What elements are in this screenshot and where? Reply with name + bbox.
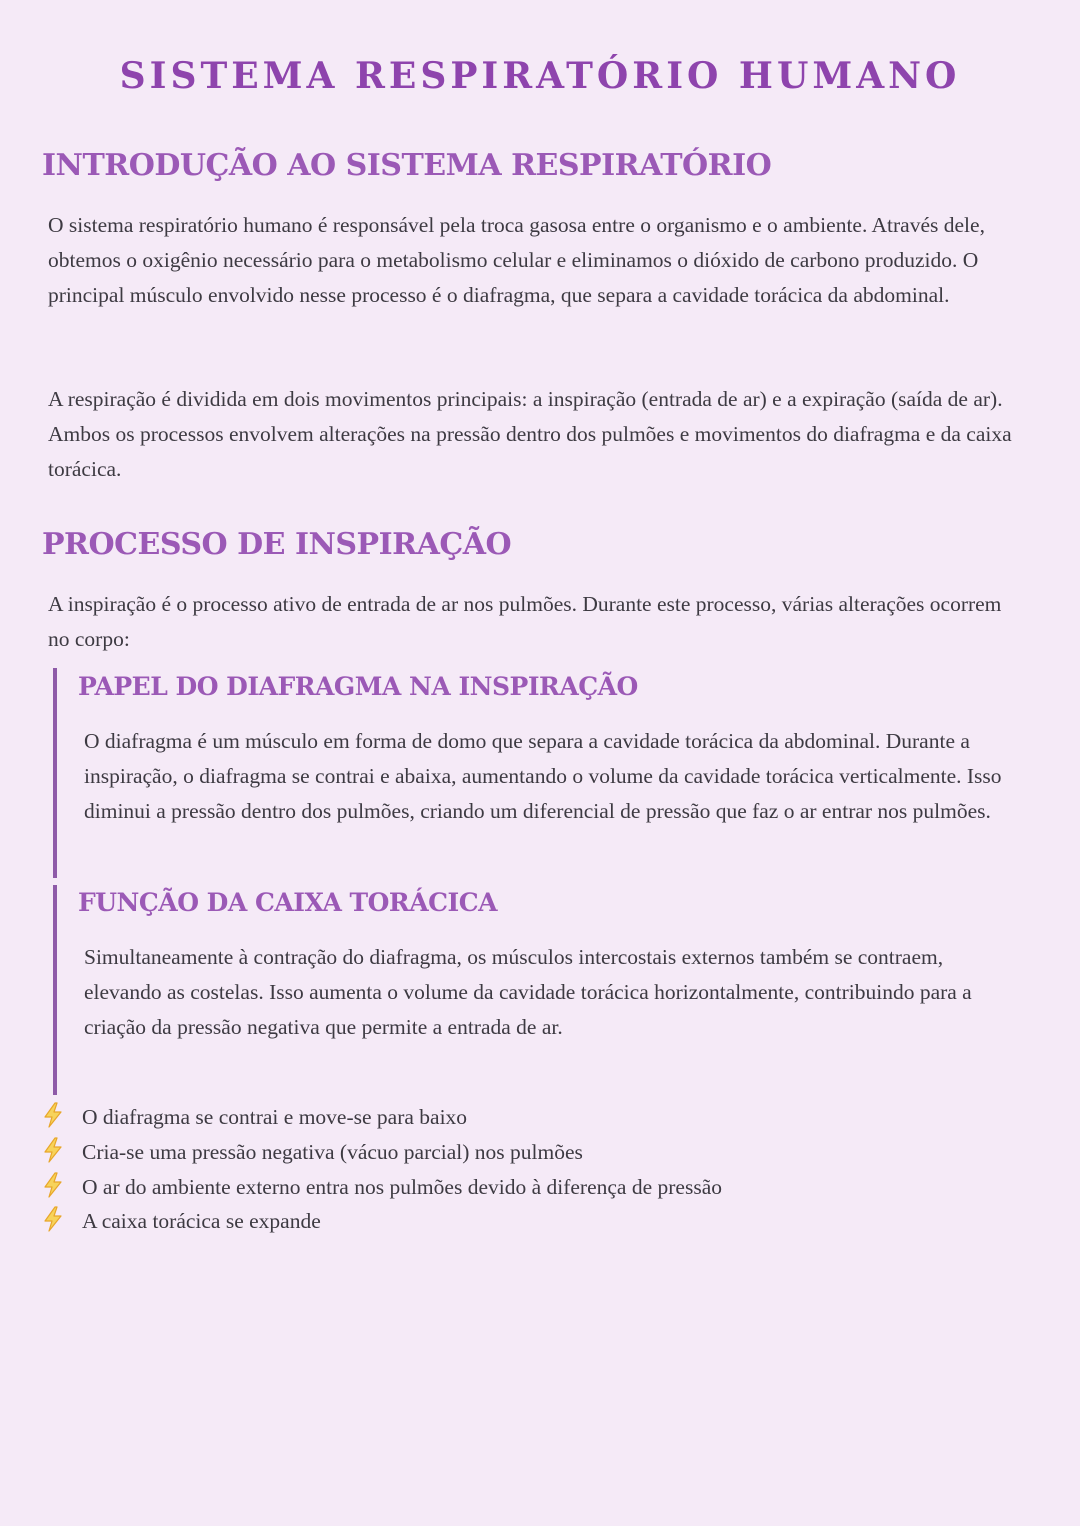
rib-cage-paragraph: Simultaneamente à contração do diafragma, os músculos intercostais externos também se contraem, elevando as costelas. Isso aumenta o volume da cavidade torácica horizontalmente, contribuindo para a criação da pressão negativa que permite a entrada de ar.: [84, 945, 972, 1039]
list-item: [40, 1170, 1040, 1205]
list-item-text: Cria-se uma pressão negativa (vácuo parcial) nos pulmões: [82, 1139, 583, 1164]
list-item-text: O diafragma se contrai e move-se para baixo: [82, 1105, 468, 1129]
diaphragm-paragraph: O diafragma é um músculo em forma de domo que separa a cavidade torácica da abdominal. Durante a inspiração, o diafragma se contrai e abaixa, aumentando o volume da cavidade torácica verticalmente. Isso diminui a pressão dentro dos pulmões, criando um diferencial de pressão que faz o ar entrar nos pulmões.: [84, 729, 1002, 823]
subsection-accent-bar: [53, 668, 57, 878]
subsection-heading-rib-cage: FUNÇÃO DA CAIXA TORÁCICA: [78, 888, 497, 917]
bullet-list: [40, 1100, 1040, 1239]
document-title: SISTEMA RESPIRATÓRIO HUMANO: [119, 55, 961, 97]
list-item: [40, 1100, 1040, 1135]
lightning-bolt-icon: [42, 1137, 64, 1163]
list-item-text: A caixa torácica se expande: [82, 1209, 321, 1234]
subsection-accent-bar: [53, 885, 57, 1095]
lightning-bolt-icon: [42, 1102, 64, 1128]
subsection-heading-diaphragm: PAPEL DO DIAFRAGMA NA INSPIRAÇÃO: [78, 672, 638, 701]
lightning-bolt-icon: [42, 1172, 64, 1198]
intro-paragraph-1: O sistema respiratório humano é responsável pela troca gasosa entre o organismo e o ambiente. Através dele, obtemos o oxigênio necessário para o metabolismo celular e eliminamos o dióxido de carbono produzido. O principal músculo envolvido nesse processo é o diafragma, que separa a cavidade torácica da abdominal.: [48, 213, 985, 307]
lightning-bolt-icon: [42, 1206, 64, 1232]
section-heading-inspiration: PROCESSO DE INSPIRAÇÃO: [42, 527, 512, 562]
list-item: [40, 1204, 1040, 1239]
inspiration-paragraph: A inspiração é o processo ativo de entrada de ar nos pulmões. Durante este processo, várias alterações ocorrem no corpo:: [48, 592, 1002, 651]
section-heading-introduction: INTRODUÇÃO AO SISTEMA RESPIRATÓRIO: [42, 148, 772, 183]
intro-paragraph-2: A respiração é dividida em dois movimentos principais: a inspiração (entrada de ar) e a expiração (saída de ar). Ambos os processos envolvem alterações na pressão dentro dos pulmões e movimentos do diafragma e da caixa torácica.: [48, 387, 1012, 481]
list-item-text: O ar do ambiente externo entra nos pulmões devido à diferença de pressão: [82, 1174, 722, 1199]
list-item: [40, 1135, 1040, 1170]
